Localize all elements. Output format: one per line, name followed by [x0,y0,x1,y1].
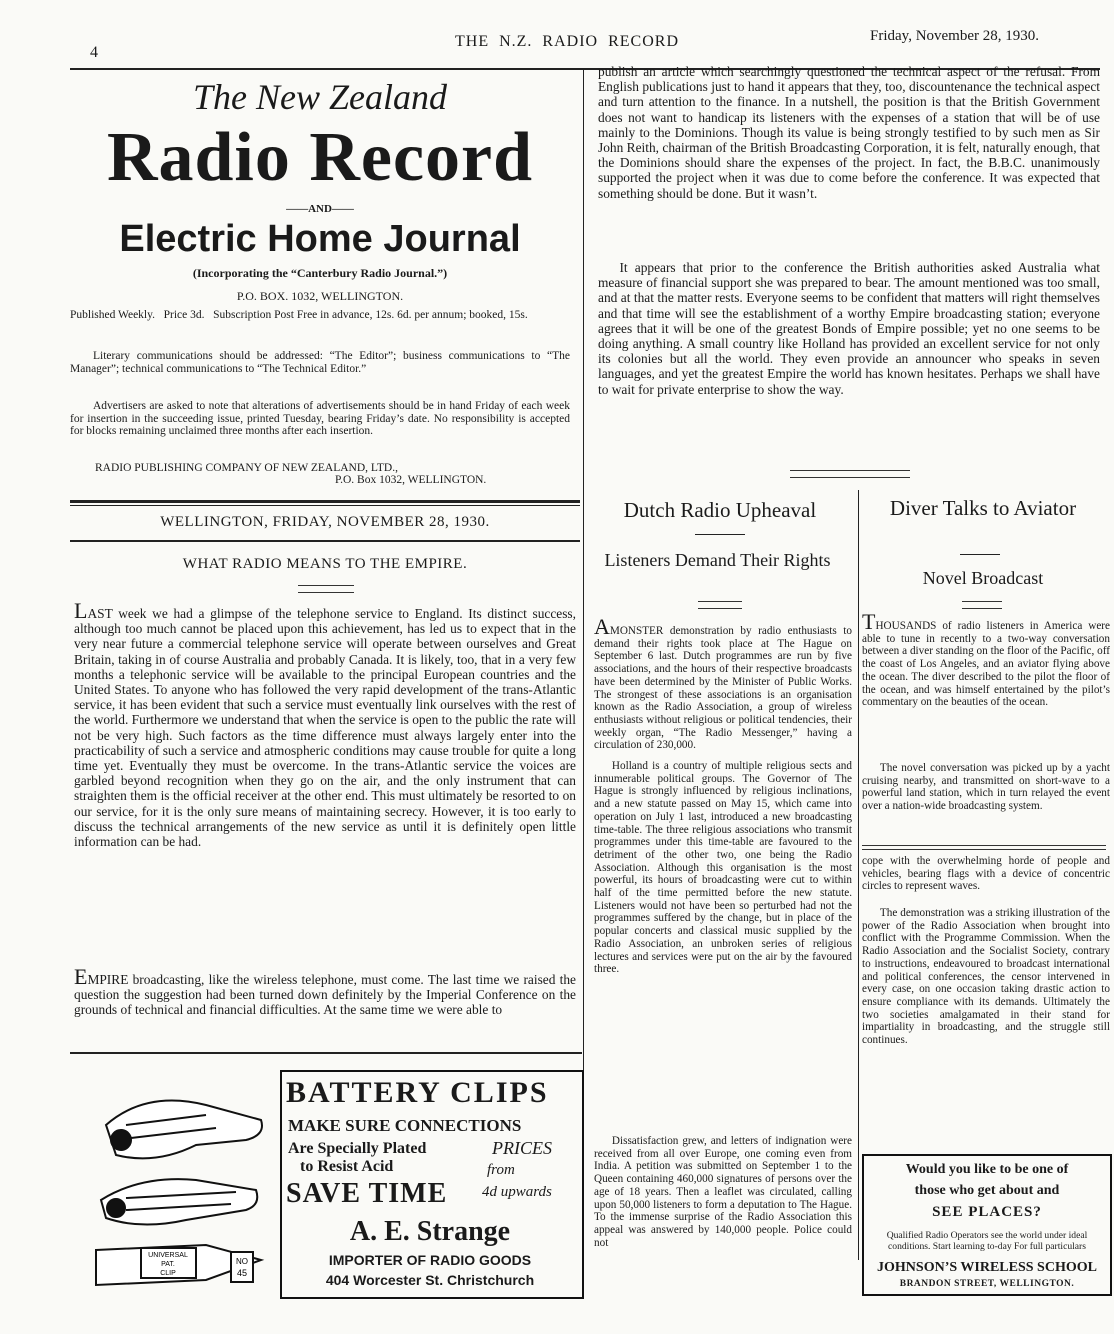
dutch-paragraph-4: cope with the overwhelming horde of people and vehicles, bearing flags with a device of concentric circles to represent waves. [862,855,1110,893]
masthead-incorporating: (Incorporating the “Canterbury Radio Journal.”) [192,266,448,280]
masthead-rule [70,500,580,503]
publication-title: THE N.Z. RADIO RECORD [455,33,679,50]
dateline-rule [70,540,580,542]
dutch-paragraph-5: The demonstration was a striking illustration of the power of the Radio Association when brought into conflict with the Programme Commission. When the Radio Association and the Socialist Society, contrary to instructions, endeavoured to broadcast international and political conferences, the censor intervened in every case, on one occasion taking drastic action to ensure compliance with its demands. Ultimately the two societies amalgamated in their stand for impartiality in broadcasting, and the struggle still continues. [862,907,1110,1047]
dropcap-e: E [74,964,88,989]
battery-ad-address: 404 Worcester St. Christchurch [325,1272,535,1288]
dutch-paragraph-2: Holland is a country of multiple religious sects and innumerable political groups. The Governor of The Hague is strongly influenced by religious inclinations, and a new statute passed on May 15, which came into operation on July 1 last, introduced a new broadcasting time-table. The three religious associations who transmit programmes under this time-table are favoured to the detriment of the other two, one being the Radio Association. Although this organisation is the most powerful, its hours of broadcasting were cut to within half of the time permitted before the new statute. Listeners would not have been so perturbed had not the programmes suffered by the change, but in place of the popular concerts and classical music supplied by the Radio Association, an unbroken series of religious lectures and services were put on the air by the favoured three. [594,760,852,976]
battery-clips-ad [280,1070,584,1299]
clip-label-no: NO [236,1257,248,1266]
editorial-paragraph-1 [74,598,576,850]
page-number: 4 [90,44,98,61]
battery-clip-top-icon [106,1101,262,1159]
masthead-rule-thin [70,505,580,506]
editorial-dateline: WELLINGTON, FRIDAY, NOVEMBER 28, 1930. [160,514,490,530]
battery-ad-save: SAVE TIME [286,1178,448,1209]
published-weekly: Published Weekly. [70,309,155,321]
masthead-company: RADIO PUBLISHING COMPANY OF NEW ZEALAND, LTD., [95,462,398,474]
battery-clip-middle-icon [101,1179,257,1224]
johnson-q2: those who get about and [914,1183,1060,1198]
battery-ad-price-value: 4d upwards [482,1184,552,1200]
johnson-q1: Would you like to be one of [905,1162,1069,1177]
dutch-subhead: Listeners Demand Their Rights [604,550,831,570]
editorial-end-ornament [790,470,910,478]
clip-label-pat: PAT. [161,1261,175,1268]
johnson-body: Qualified Radio Operators see the world under ideal conditions. Start learning to-day For full particulars [886,1230,1088,1252]
clip-label-clip: CLIP [160,1270,176,1277]
dutch-p1-text: MONSTER demonstration by radio enthusiasts to demand their rights took place at The Hague on September 6 last. Dutch programmes are run by five associations, and the hours of their respective broadcasts have been determined by the Minister of Public Works. The strongest of these associations is an organisation known as the Radio Association, a group of wireless enthusiasts without religious or political tendencies, their weekly organ, “The Radio Messenger,” having a circulation of 230,000. [594,625,852,752]
price: Price 3d. [163,309,205,321]
editorial-paragraph-3: publish an article which searchingly questioned the technical aspect of the refusal. From English publications just to hand it appears that they, too, discountenance the technical aspect and turn attention to the finance. In a nutshell, the position is that the British Government does not want to handicap its listeners with the expenses of a station that will be of use mainly to the Dominions. Though its value is being strongly testified to by such men as Sir John Reith, chairman of the British Broadcasting Corporation, it is felt, naturally enough, that the Dominions should share the expenses of the project. In fact, the B.B.C. unanimously supported the project when it was due to come before the conference. It was expected that something should be done. But it wasn’t. [598,64,1100,201]
dropcap-t: T [862,609,876,634]
diver-paragraph-1 [862,609,1110,709]
editorial-title: WHAT RADIO MEANS TO THE EMPIRE. [182,556,468,572]
masthead-line1: The New Zealand [192,77,447,117]
subscription: Subscription Post Free in advance, 12s. 6d. per annum; booked, 15s. [213,309,528,321]
battery-ad-line2: MAKE SURE CONNECTIONS [288,1116,522,1135]
diver-headline: Diver Talks to Aviator [889,496,1077,520]
editorial-p1-text: AST week we had a glimpse of the telephone service to England. Its distinct success, although too much cannot be placed upon this achievement, has led us to expect that in the very near future a commercial telephone service will operate between ourselves and Great Britain, taking in of course Australia and probably Canada. It is likely, too, that in a very few months a telephonic service will be available to the principal European countries and the United States. To anyone who has followed the very rapid development of the trans-Atlantic service, it has been evident that such a service must eventually link ourselves with the rest of the world. Furthermore we understand that when the service is open to the public the rate will not be very high. Such factors as the time difference must always largely enter into the practicability of such a service and atmospheric conditions may cause trouble for quite a long time yet. Eventually they must be overcome. In the trans-Atlantic service the voices are garbled beyond recognition when they go on the air, and the only instrument that can straighten them is the official receiver at the other end. This must ultimately be resorted to on our service, for it is the only sure means of maintaining secrecy. However, it is too early to discuss the technical arrangements of the new service as until it is definitely open little information can be had. [74,606,576,850]
masthead-subtitle: Electric Home Journal [119,218,521,260]
clip-label-number: 45 [236,1268,248,1278]
masthead-advertisers: Advertisers are asked to note that alterations of advertisements should be in hand Friday of each week for insertion in the succeeding issue, printed Tuesday, bearing Friday’s date. No responsibility is accepted for blocks remaining unclaimed three months after each insertion. [70,400,570,438]
battery-ad-prices: PRICES [492,1138,552,1158]
johnson-q3: SEE PLACES? [932,1204,1042,1220]
dutch-paragraph-1 [594,614,852,752]
masthead-company-po: P.O. Box 1032, WELLINGTON. [335,474,487,486]
johnson-address: BRANDON STREET, WELLINGTON. [899,1279,1075,1289]
masthead-published [70,309,570,322]
dutch-paragraph-3: Dissatisfaction grew, and letters of indignation were received from all over Europe, one coming even from India. A petition was submitted on September 1 to the Queen containing 460,000 signatures of persons over the age of 18 years. Then a leaflet was circulated, calling upon 50,000 listeners to form a deputation to The Hague. To the immense surprise of the Radio Association this appeal was answered by 140,000 people. Police could not [594,1135,852,1249]
diver-subhead: Novel Broadcast [922,568,1044,588]
johnsons-wireless-ad [862,1154,1112,1296]
masthead-po-box: P.O. BOX. 1032, WELLINGTON. [236,289,404,303]
battery-ad-importer: IMPORTER OF RADIO GOODS [328,1252,532,1268]
battery-ad-title: BATTERY CLIPS [286,1076,549,1109]
battery-clip-illustrations [86,1080,276,1305]
diver-end-rule [862,845,1106,850]
dutch-headline-rule [695,534,745,535]
diver-p1-text: HOUSANDS of radio listeners in America were able to tune in recently to a two-way conversation between a diver standing on the floor of the Pacific, off the coast of Los Angeles, and an aviator flying above the ocean. The diver described to the pilot the floor of the ocean, and was himself entertained by the pilot’s commentary on the beauties of the ocean. [862,620,1110,709]
dutch-headline: Dutch Radio Upheaval [623,498,817,522]
diver-headline-rule [960,554,1000,555]
dropcap-l: L [74,598,88,623]
johnson-name: JOHNSON’S WIRELESS SCHOOL [877,1260,1097,1275]
dutch-ornament [698,601,742,609]
masthead-literary: Literary communications should be addressed: “The Editor”; business communications to “The Manager”; technical communications to “The Technical Editor.” [70,350,570,375]
ad-top-rule [70,1052,582,1054]
masthead-and: ——AND—— [286,203,354,215]
editorial-paragraph-4: It appears that prior to the conference the British authorities asked Australia what measure of financial support she was prepared to bear. The amount mentioned was too small, and at that the matter rests. Everyone seems to be confident that matters will right themselves and that time will see the establishment of a worthy Empire broadcasting station; everyone agrees that it will be one of the greatest Bonds of Empire possible; yet no one seems to be doing anything. A small country like Holland has provided an excellent service for not only its colonies but all the world. They even provide an announcer who speaks in seven languages, and yet the greatest Empire the world has known hesitates. Perhaps we shall have to wait for private enterprise to show the way. [598,260,1100,397]
battery-ad-from: from [487,1162,515,1178]
dropcap-a: A [594,614,610,639]
battery-ad-line3b: to Resist Acid [300,1158,394,1175]
diver-ornament [962,601,1002,609]
editorial-paragraph-2 [74,964,576,1018]
clip-label-universal: UNIVERSAL [148,1252,188,1259]
battery-ad-line3a: Are Specially Plated [288,1140,427,1157]
battery-ad-name: A. E. Strange [349,1216,511,1247]
issue-date: Friday, November 28, 1930. [870,28,1039,44]
editorial-p2-text: MPIRE broadcasting, like the wireless telephone, must come. The last time we raised the question the suggestion had been turned down definitely by the Imperial Conference on the grounds of technical and financial difficulties. At the same time we were able to [74,972,576,1018]
articles-divider [858,490,859,1260]
diver-paragraph-2: The novel conversation was picked up by a yacht cruising nearby, and transmitted on short-wave to a powerful land station, which in turn relayed the event over a nation-wide broadcasting system. [862,762,1110,813]
masthead-title: Radio Record [106,119,534,196]
title-ornament [298,585,354,593]
